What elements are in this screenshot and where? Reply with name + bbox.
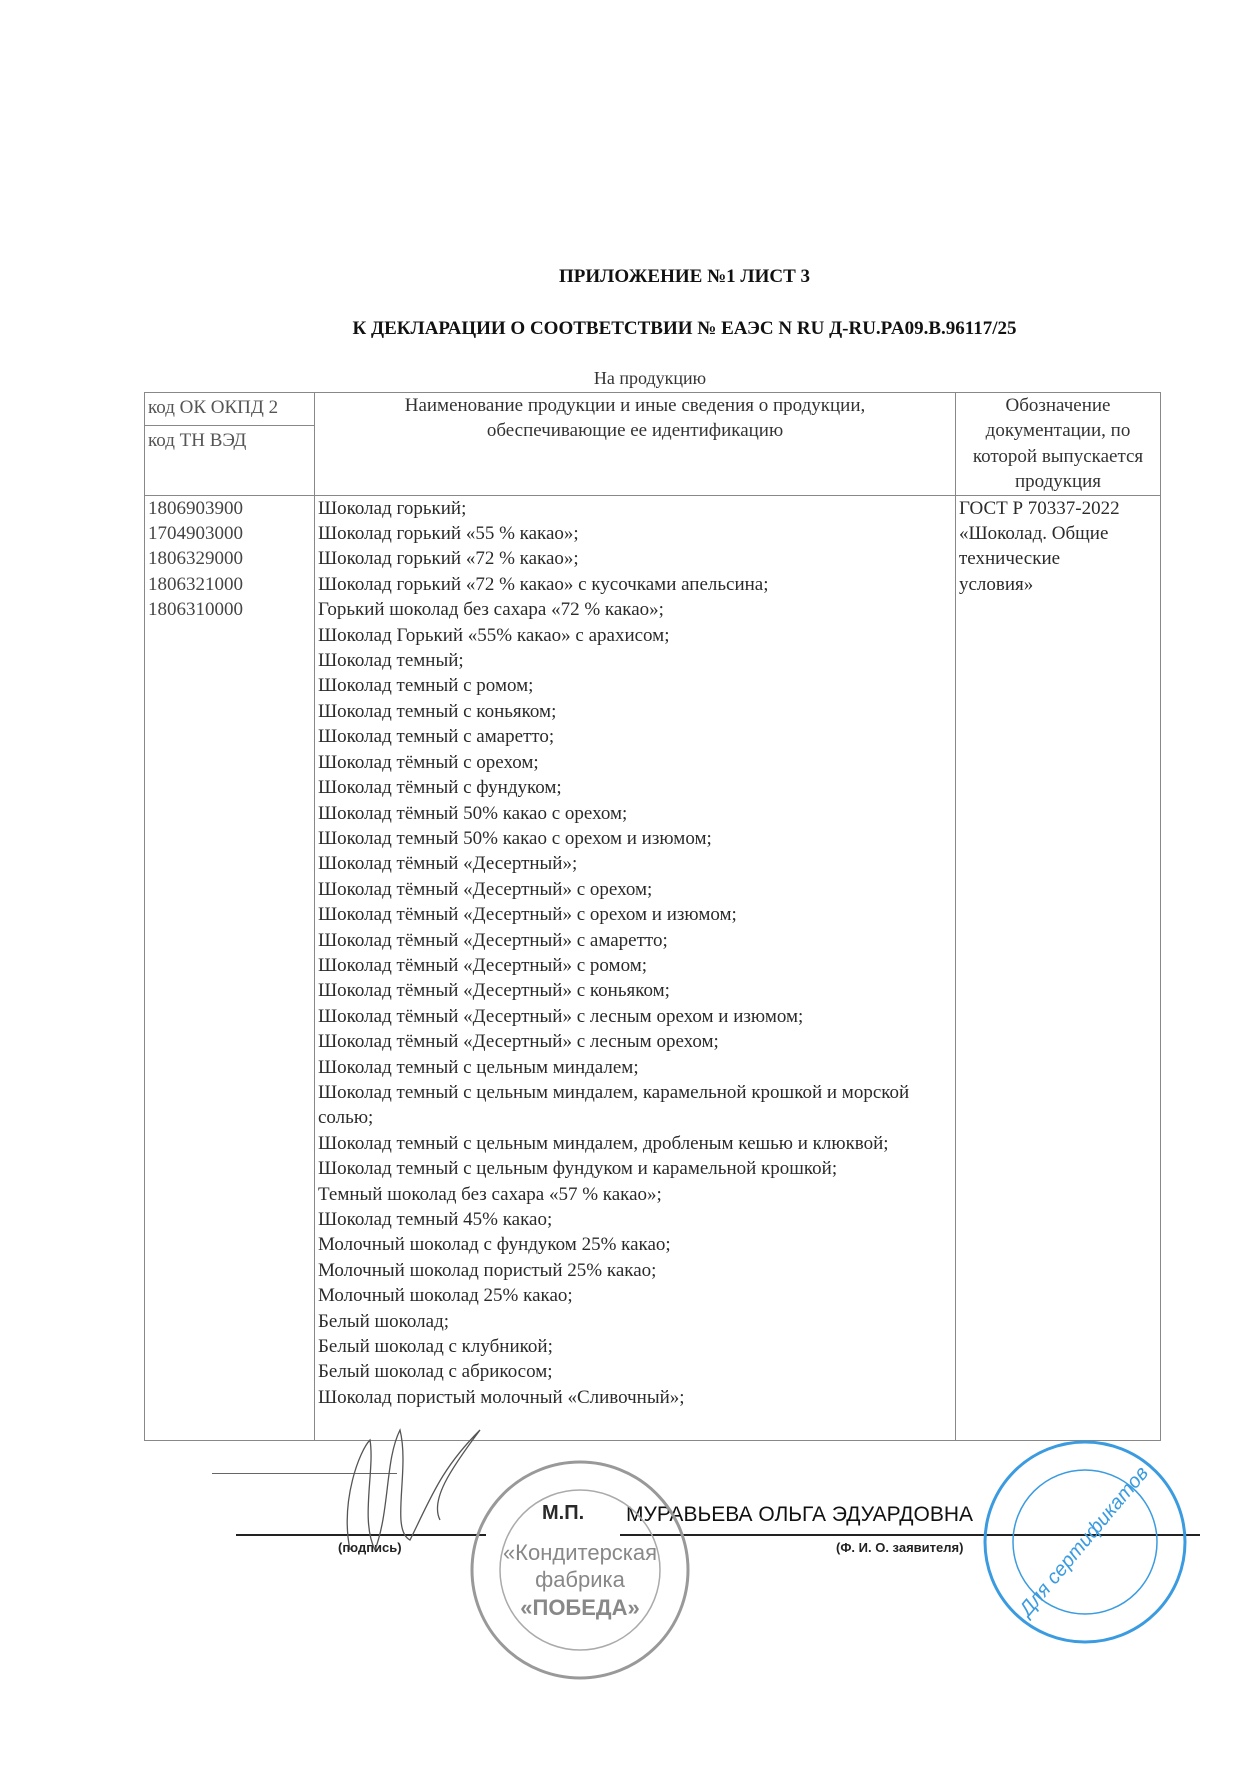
svg-text:фабрика: фабрика: [535, 1567, 625, 1592]
list-item: Шоколад горький;: [318, 497, 467, 519]
name-header-text: Наименование продукции и иные сведения о продукции, обеспечивающие ее идентификацию: [404, 395, 866, 442]
svg-text:Для сертификатов: Для сертификатов: [1015, 1462, 1154, 1621]
list-item: Шоколад тёмный с фундуком;: [318, 777, 562, 799]
name-header: [315, 393, 956, 496]
list-item: Шоколад темный с цельным фундуком и карамельной крошкой;: [318, 1158, 838, 1180]
codes-cell: [145, 495, 315, 1440]
doc-header: [956, 393, 1161, 496]
document-title: ПРИЛОЖЕНИЕ №1 ЛИСТ 3: [559, 266, 810, 287]
list-item: Шоколад темный с цельным миндалем;: [318, 1056, 639, 1078]
doc-cell: [956, 495, 1161, 1440]
product-label: На продукцию: [593, 368, 707, 388]
list-item: Шоколад тёмный «Десертный» с орехом;: [318, 878, 653, 900]
table-header-row: [145, 393, 1161, 496]
doc-line: «Шоколад. Общие: [959, 523, 1109, 545]
list-item: Белый шоколад с абрикосом;: [318, 1361, 553, 1383]
list-item: Шоколад горький «72 % какао»;: [318, 548, 579, 570]
list-item: Шоколад тёмный «Десертный» с лесным орехом и изюмом;: [318, 1005, 804, 1027]
okpd-header: код ОК ОКПД 2: [148, 397, 279, 418]
mp-label: М.П.: [542, 1502, 585, 1524]
list-item: Шоколад тёмный с орехом;: [318, 751, 539, 773]
document-subtitle: К ДЕКЛАРАЦИИ О СООТВЕТСТВИИ № ЕАЭС N RU Д-RU.PA09.B.96117/25: [352, 318, 1017, 339]
doc-line: ГОСТ Р 70337-2022: [959, 497, 1120, 519]
code-item: 1806903900: [148, 497, 243, 519]
list-item: Шоколад темный с цельным миндалем, карамельной крошкой и морской солью;: [318, 1081, 910, 1129]
company-stamp-left: [465, 1455, 695, 1685]
tnved-header: код ТН ВЭД: [145, 425, 314, 456]
svg-text:«Кондитерская: «Кондитерская: [502, 1540, 658, 1565]
list-item: Шоколад тёмный 50% какао с орехом;: [318, 802, 628, 824]
list-item: Шоколад темный с амаретто;: [318, 726, 555, 748]
list-item: Шоколад горький «72 % какао» с кусочками апельсина;: [318, 573, 769, 595]
list-item: Шоколад тёмный «Десертный» с коньяком;: [318, 980, 670, 1002]
list-item: Молочный шоколад 25% какао;: [318, 1285, 573, 1307]
list-item: Шоколад темный с цельным миндалем, дробленым кешью и клюквой;: [318, 1132, 889, 1154]
list-item: Шоколад Горький «55% какао» с арахисом;: [318, 624, 670, 646]
applicant-name: МУРАВЬЕВА ОЛЬГА ЭДУАРДОВНА: [626, 1503, 973, 1526]
list-item: Шоколад тёмный «Десертный» с ромом;: [318, 954, 648, 976]
list-item: Шоколад тёмный «Десертный» с амаретто;: [318, 929, 668, 951]
doc-line: условия»: [959, 573, 1034, 595]
list-item: Шоколад тёмный «Десертный» с орехом и изюмом;: [318, 904, 737, 926]
list-item: Шоколад темный 50% какао с орехом и изюмом;: [318, 827, 712, 849]
list-item: Белый шоколад с клубникой;: [318, 1336, 553, 1358]
code-item: 1704903000: [148, 523, 243, 545]
list-item: Белый шоколад;: [318, 1310, 450, 1332]
list-item: Шоколад тёмный «Десертный»;: [318, 853, 578, 875]
doc-header-text: Обозначение документации, по которой выпускается продукция: [972, 395, 1144, 493]
svg-text:«ПОБЕДА»: «ПОБЕДА»: [520, 1595, 640, 1620]
doc-line: технические: [959, 548, 1061, 570]
list-item: Шоколад темный;: [318, 650, 464, 672]
table-row: [145, 495, 1161, 1440]
list-item: Шоколад темный с ромом;: [318, 675, 534, 697]
list-item: Молочный шоколад пористый 25% какао;: [318, 1259, 657, 1281]
list-item: Молочный шоколад с фундуком 25% какао;: [318, 1234, 671, 1256]
list-item: Горький шоколад без сахара «72 % какао»;: [318, 599, 664, 621]
list-item: Шоколад темный 45% какао;: [318, 1209, 553, 1230]
list-item: Шоколад тёмный «Десертный» с лесным орехом;: [318, 1031, 719, 1053]
fio-label: (Ф. И. О. заявителя): [836, 1540, 964, 1555]
code-item: 1806329000: [148, 548, 243, 570]
signature-label: (подпись): [338, 1540, 402, 1555]
list-item: Темный шоколад без сахара «57 % какао»;: [318, 1183, 662, 1205]
items-cell: [315, 495, 956, 1440]
products-table: [144, 392, 1161, 1441]
list-item: Шоколад горький «55 % какао»;: [318, 523, 579, 545]
code-header-cell: [145, 393, 315, 496]
code-item: 1806310000: [148, 599, 243, 621]
list-item: Шоколад темный с коньяком;: [318, 700, 557, 722]
list-item: Шоколад пористый молочный «Сливочный»;: [318, 1386, 685, 1408]
company-stamp-right: [980, 1435, 1190, 1650]
code-item: 1806321000: [148, 573, 243, 595]
